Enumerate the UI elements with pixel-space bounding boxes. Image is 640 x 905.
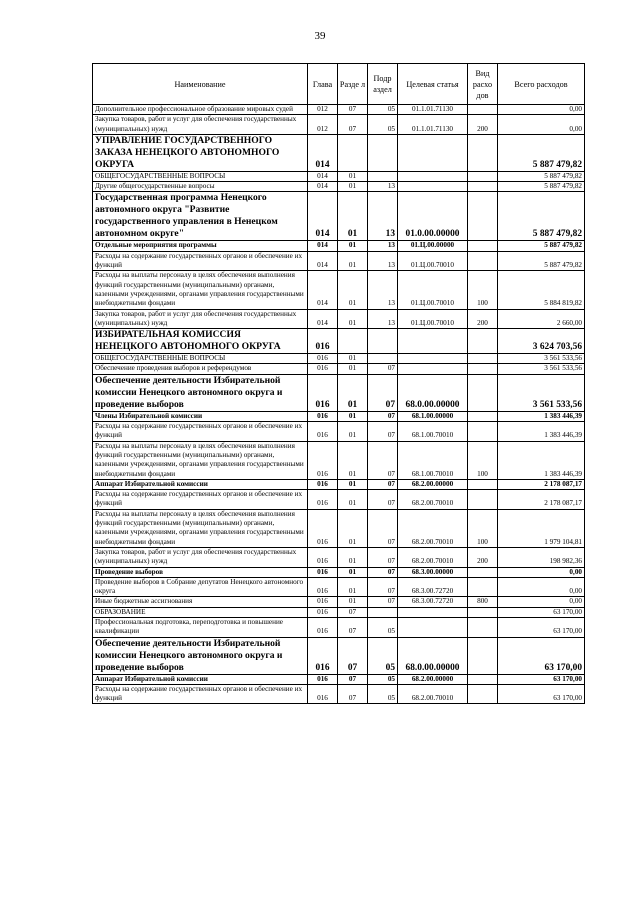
row-name: Другие общегосударственные вопросы	[93, 182, 308, 192]
row-total: 5 887 479,82	[498, 134, 585, 171]
row-razdel: 07	[338, 105, 368, 115]
table-row	[93, 637, 585, 674]
row-name: Расходы на содержание государственных органов и обеспечение их функций	[93, 684, 308, 704]
row-article: 01.Ц.00.70010	[398, 309, 468, 329]
row-razdel: 01	[338, 479, 368, 489]
row-vid	[468, 241, 498, 251]
row-name: Расходы на содержание государственных органов и обеспечение их функций	[93, 251, 308, 271]
row-total: 0,00	[498, 105, 585, 115]
row-vid	[468, 354, 498, 364]
row-total: 0,00	[498, 567, 585, 577]
row-article: 68.2.00.70010	[398, 684, 468, 704]
row-razdel: 01	[338, 490, 368, 510]
table-row	[93, 567, 585, 577]
row-glava: 016	[308, 329, 338, 354]
row-article: 68.2.00.70010	[398, 509, 468, 547]
row-glava: 014	[308, 182, 338, 192]
row-razdel: 01	[338, 271, 368, 309]
col-header-article: Целевая статья	[398, 64, 468, 105]
row-article: 68.3.00.72720	[398, 577, 468, 597]
row-name: Аппарат Избирательной комиссии	[93, 674, 308, 684]
budget-table	[92, 63, 585, 704]
page-number: 39	[314, 30, 326, 42]
row-total: 0,00	[498, 597, 585, 607]
row-razdel: 01	[338, 577, 368, 597]
row-name: ИЗБИРАТЕЛЬНАЯ КОМИССИЯ НЕНЕЦКОГО АВТОНОМНОГО ОКРУГА	[93, 329, 308, 354]
table-row	[93, 684, 585, 704]
row-article	[398, 354, 468, 364]
row-podrazdel: 13	[368, 251, 398, 271]
row-article: 68.1.00.00000	[398, 411, 468, 421]
row-podrazdel: 05	[368, 674, 398, 684]
row-podrazdel: 07	[368, 441, 398, 479]
row-total: 0,00	[498, 115, 585, 135]
row-total: 63 170,00	[498, 674, 585, 684]
row-name: Расходы на содержание государственных органов и обеспечение их функций	[93, 490, 308, 510]
row-total: 5 887 479,82	[498, 182, 585, 192]
row-vid	[468, 637, 498, 674]
row-name: Аппарат Избирательной комиссии	[93, 479, 308, 489]
row-glava: 016	[308, 637, 338, 674]
row-name: Иные бюджетные ассигнования	[93, 597, 308, 607]
row-glava: 012	[308, 105, 338, 115]
row-razdel: 01	[338, 597, 368, 607]
row-podrazdel: 05	[368, 684, 398, 704]
row-razdel: 01	[338, 182, 368, 192]
row-name: Отдельные мероприятия программы	[93, 241, 308, 251]
row-vid	[468, 617, 498, 637]
row-glava: 016	[308, 411, 338, 421]
row-article	[398, 617, 468, 637]
row-glava: 016	[308, 354, 338, 364]
row-vid	[468, 422, 498, 442]
row-name: Проведение выборов	[93, 567, 308, 577]
row-vid	[468, 684, 498, 704]
row-vid	[468, 411, 498, 421]
table-row	[93, 241, 585, 251]
row-glava: 014	[308, 134, 338, 171]
row-razdel: 07	[338, 607, 368, 617]
row-name: Профессиональная подготовка, переподготовка и повышение квалификации	[93, 617, 308, 637]
row-vid	[468, 329, 498, 354]
row-article	[398, 329, 468, 354]
row-article	[398, 182, 468, 192]
row-total: 5 887 479,82	[498, 251, 585, 271]
row-glava: 014	[308, 241, 338, 251]
table-row	[93, 354, 585, 364]
row-article: 68.1.00.70010	[398, 422, 468, 442]
row-razdel	[338, 134, 368, 171]
row-razdel: 01	[338, 441, 368, 479]
table-row	[93, 422, 585, 442]
table-row	[93, 547, 585, 567]
table-row	[93, 597, 585, 607]
row-article: 68.0.00.00000	[398, 374, 468, 411]
row-razdel: 01	[338, 422, 368, 442]
row-glava: 012	[308, 115, 338, 135]
row-razdel: 01	[338, 567, 368, 577]
row-podrazdel: 07	[368, 411, 398, 421]
row-total: 3 561 533,56	[498, 374, 585, 411]
row-podrazdel: 05	[368, 617, 398, 637]
row-total: 63 170,00	[498, 637, 585, 674]
table-row	[93, 490, 585, 510]
table-row	[93, 182, 585, 192]
table-row	[93, 134, 585, 171]
row-vid	[468, 134, 498, 171]
row-razdel: 01	[338, 411, 368, 421]
row-glava: 016	[308, 684, 338, 704]
row-total: 0,00	[498, 577, 585, 597]
row-name: Проведение выборов в Собрание депутатов Ненецкого автономного округа	[93, 577, 308, 597]
row-razdel: 07	[338, 684, 368, 704]
row-article: 68.2.00.00000	[398, 479, 468, 489]
row-article	[398, 364, 468, 374]
row-podrazdel: 13	[368, 309, 398, 329]
row-name: Расходы на выплаты персоналу в целях обеспечения выполнения функций государственными (муниципальными) органами, казенными учреждениями, органами управления государственными внебюджетными фондами	[93, 271, 308, 309]
row-podrazdel: 07	[368, 479, 398, 489]
row-glava: 014	[308, 251, 338, 271]
row-glava: 016	[308, 607, 338, 617]
row-article: 01.Ц.00.70010	[398, 271, 468, 309]
table-row	[93, 607, 585, 617]
row-glava: 014	[308, 192, 338, 241]
row-article: 01.1.01.71130	[398, 115, 468, 135]
row-total: 3 624 703,56	[498, 329, 585, 354]
row-podrazdel	[368, 171, 398, 181]
row-total: 3 561 533,56	[498, 364, 585, 374]
row-total: 63 170,00	[498, 607, 585, 617]
row-vid: 200	[468, 115, 498, 135]
row-glava: 016	[308, 617, 338, 637]
row-article: 01.Ц.00.70010	[398, 251, 468, 271]
row-article: 68.2.00.00000	[398, 674, 468, 684]
table-row	[93, 509, 585, 547]
row-razdel: 07	[338, 617, 368, 637]
row-name: ОБЩЕГОСУДАРСТВЕННЫЕ ВОПРОСЫ	[93, 354, 308, 364]
row-article	[398, 171, 468, 181]
row-podrazdel: 07	[368, 364, 398, 374]
row-total: 3 561 533,56	[498, 354, 585, 364]
row-article: 68.3.00.72720	[398, 597, 468, 607]
row-podrazdel: 07	[368, 374, 398, 411]
table-row	[93, 192, 585, 241]
row-article: 01.0.00.00000	[398, 192, 468, 241]
row-name: Расходы на выплаты персоналу в целях обеспечения выполнения функций государственными (муниципальными) органами, казенными учреждениями, органами управления государственными внебюджетными фондами	[93, 441, 308, 479]
row-name: Расходы на выплаты персоналу в целях обеспечения выполнения функций государственными (муниципальными) органами, казенными учреждениями, органами управления государственными внебюджетными фондами	[93, 509, 308, 547]
row-name: Члены Избирательной комиссии	[93, 411, 308, 421]
table-header-row	[93, 64, 585, 105]
row-razdel	[338, 329, 368, 354]
row-vid	[468, 374, 498, 411]
row-razdel: 07	[338, 637, 368, 674]
row-podrazdel: 07	[368, 547, 398, 567]
row-article: 68.1.00.70010	[398, 441, 468, 479]
row-glava: 016	[308, 422, 338, 442]
row-podrazdel: 13	[368, 182, 398, 192]
row-glava: 014	[308, 309, 338, 329]
row-razdel: 01	[338, 251, 368, 271]
row-glava: 016	[308, 547, 338, 567]
row-vid: 800	[468, 597, 498, 607]
row-vid	[468, 192, 498, 241]
table-row	[93, 105, 585, 115]
row-total: 2 660,00	[498, 309, 585, 329]
row-glava: 016	[308, 490, 338, 510]
col-header-total: Всего расходов	[498, 64, 585, 105]
table-row	[93, 479, 585, 489]
row-podrazdel: 05	[368, 637, 398, 674]
row-razdel: 01	[338, 354, 368, 364]
row-name: ОБЩЕГОСУДАРСТВЕННЫЕ ВОПРОСЫ	[93, 171, 308, 181]
row-vid: 200	[468, 547, 498, 567]
row-podrazdel	[368, 354, 398, 364]
row-total: 5 887 479,82	[498, 171, 585, 181]
row-razdel: 01	[338, 364, 368, 374]
row-razdel: 01	[338, 171, 368, 181]
row-total: 5 887 479,82	[498, 192, 585, 241]
row-podrazdel: 07	[368, 597, 398, 607]
row-podrazdel: 05	[368, 115, 398, 135]
row-podrazdel: 07	[368, 577, 398, 597]
row-podrazdel: 07	[368, 509, 398, 547]
row-glava: 016	[308, 577, 338, 597]
table-row	[93, 364, 585, 374]
table-body	[93, 105, 585, 704]
row-article: 68.2.00.70010	[398, 490, 468, 510]
row-podrazdel: 05	[368, 105, 398, 115]
table-row	[93, 309, 585, 329]
row-article: 68.2.00.70010	[398, 547, 468, 567]
row-glava: 016	[308, 374, 338, 411]
table-row	[93, 271, 585, 309]
row-glava: 014	[308, 171, 338, 181]
row-vid	[468, 251, 498, 271]
row-vid	[468, 182, 498, 192]
table-row	[93, 411, 585, 421]
row-vid	[468, 674, 498, 684]
row-vid: 100	[468, 509, 498, 547]
row-article: 68.3.00.00000	[398, 567, 468, 577]
row-podrazdel: 07	[368, 567, 398, 577]
row-podrazdel: 13	[368, 271, 398, 309]
row-vid	[468, 577, 498, 597]
row-vid	[468, 567, 498, 577]
row-vid	[468, 607, 498, 617]
row-total: 198 982,36	[498, 547, 585, 567]
row-glava: 016	[308, 597, 338, 607]
table-row	[93, 441, 585, 479]
row-name: УПРАВЛЕНИЕ ГОСУДАРСТВЕННОГО ЗАКАЗА НЕНЕЦКОГО АВТОНОМНОГО ОКРУГА	[93, 134, 308, 171]
row-name: Государственная программа Ненецкого автономного округа "Развитие государственного управления в Ненецком автономном округе"	[93, 192, 308, 241]
row-glava: 014	[308, 271, 338, 309]
row-article: 01.Ц.00.00000	[398, 241, 468, 251]
table-row	[93, 171, 585, 181]
row-podrazdel	[368, 607, 398, 617]
row-podrazdel: 07	[368, 490, 398, 510]
row-glava: 016	[308, 364, 338, 374]
row-name: Обеспечение деятельности Избирательной комиссии Ненецкого автономного округа и проведение выборов	[93, 374, 308, 411]
col-header-podrazdel: Подр аздел	[368, 64, 398, 105]
table-row	[93, 577, 585, 597]
row-name: Закупка товаров, работ и услуг для обеспечения государственных (муниципальных) нужд	[93, 115, 308, 135]
row-name: ОБРАЗОВАНИЕ	[93, 607, 308, 617]
row-vid	[468, 105, 498, 115]
table-row	[93, 251, 585, 271]
row-total: 63 170,00	[498, 684, 585, 704]
row-glava: 016	[308, 509, 338, 547]
row-glava: 016	[308, 479, 338, 489]
col-header-name: Наименование	[93, 64, 308, 105]
row-razdel: 01	[338, 547, 368, 567]
row-glava: 016	[308, 674, 338, 684]
row-glava: 016	[308, 441, 338, 479]
row-article: 68.0.00.00000	[398, 637, 468, 674]
row-article	[398, 607, 468, 617]
row-vid	[468, 479, 498, 489]
row-razdel: 01	[338, 192, 368, 241]
col-header-glava: Глава	[308, 64, 338, 105]
row-vid	[468, 364, 498, 374]
row-vid: 100	[468, 271, 498, 309]
table-row	[93, 329, 585, 354]
row-name: Обеспечение проведения выборов и референдумов	[93, 364, 308, 374]
col-header-vid: Вид расхо дов	[468, 64, 498, 105]
row-total: 63 170,00	[498, 617, 585, 637]
row-razdel: 01	[338, 309, 368, 329]
row-razdel: 07	[338, 674, 368, 684]
row-podrazdel: 13	[368, 241, 398, 251]
row-name: Закупка товаров, работ и услуг для обеспечения государственных (муниципальных) нужд	[93, 547, 308, 567]
row-total: 1 383 446,39	[498, 411, 585, 421]
row-name: Закупка товаров, работ и услуг для обеспечения государственных (муниципальных) нужд	[93, 309, 308, 329]
row-total: 1 979 104,81	[498, 509, 585, 547]
row-podrazdel	[368, 134, 398, 171]
row-podrazdel: 07	[368, 422, 398, 442]
table-row	[93, 674, 585, 684]
table-row	[93, 617, 585, 637]
row-name: Расходы на содержание государственных органов и обеспечение их функций	[93, 422, 308, 442]
col-header-razdel: Разде л	[338, 64, 368, 105]
row-total: 2 178 087,17	[498, 490, 585, 510]
row-vid	[468, 171, 498, 181]
row-total: 1 383 446,39	[498, 422, 585, 442]
row-razdel: 01	[338, 374, 368, 411]
table-row	[93, 374, 585, 411]
row-name: Дополнительное профессиональное образование мировых судей	[93, 105, 308, 115]
table-row	[93, 115, 585, 135]
row-article: 01.1.01.71130	[398, 105, 468, 115]
row-vid: 100	[468, 441, 498, 479]
row-total: 5 884 819,82	[498, 271, 585, 309]
row-razdel: 07	[338, 115, 368, 135]
row-glava: 016	[308, 567, 338, 577]
row-razdel: 01	[338, 509, 368, 547]
row-vid: 200	[468, 309, 498, 329]
row-article	[398, 134, 468, 171]
row-podrazdel: 13	[368, 192, 398, 241]
row-total: 2 178 087,17	[498, 479, 585, 489]
row-total: 1 383 446,39	[498, 441, 585, 479]
row-vid	[468, 490, 498, 510]
row-razdel: 01	[338, 241, 368, 251]
row-name: Обеспечение деятельности Избирательной комиссии Ненецкого автономного округа и проведение выборов	[93, 637, 308, 674]
row-total: 5 887 479,82	[498, 241, 585, 251]
row-podrazdel	[368, 329, 398, 354]
